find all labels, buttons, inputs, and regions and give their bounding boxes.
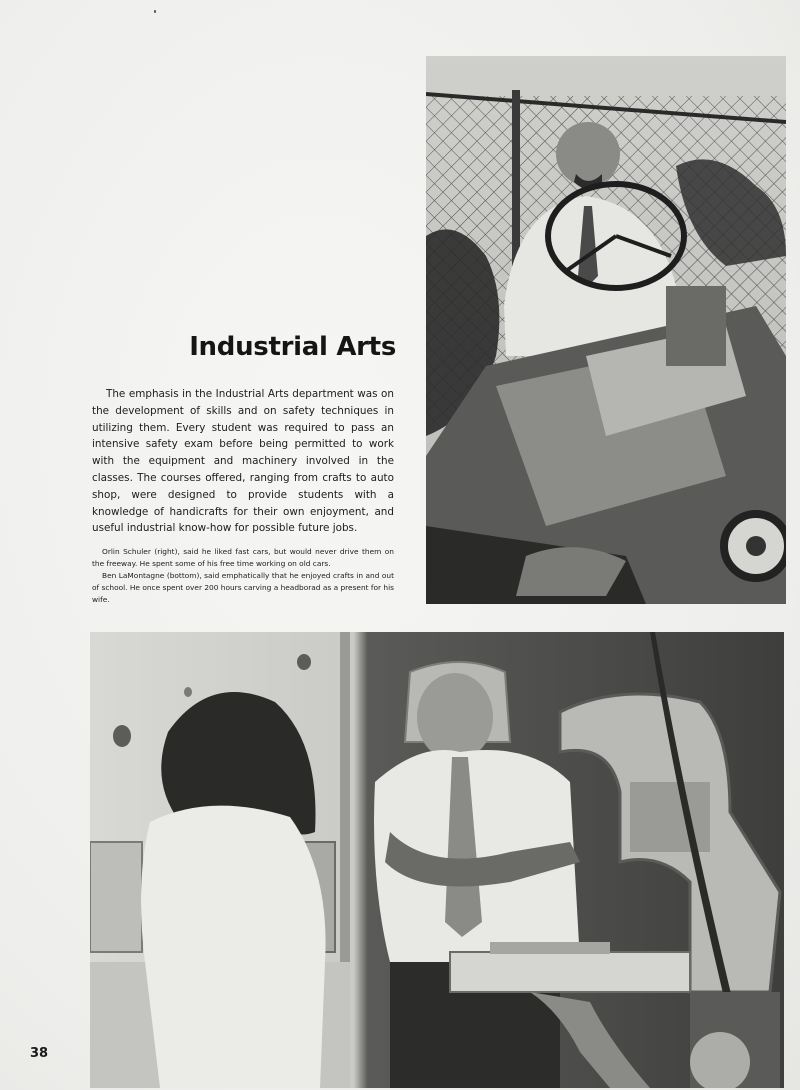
caption-top-photo: Orlin Schuler (right), said he liked fast cars, but would never drive them on the freeway. He spent some of his free time working on old cars. <box>92 547 394 568</box>
workshop-photo-graphic <box>90 632 784 1088</box>
tractor-photo-graphic <box>426 56 786 604</box>
page-number: 38 <box>30 1046 49 1061</box>
print-speck <box>154 10 156 13</box>
page-title: Industrial Arts <box>189 332 396 362</box>
photo-bandsaw-workshop <box>90 632 784 1088</box>
article-body: The emphasis in the Industrial Arts department was on the development of skills and on safety techniques in utilizing them. Every student was required to pass an intensive safety exam before being permitted to work with the equipment and machinery involved in the classes. The courses offered, ranging from crafts to auto shop, were designed to provide students with a knowledge of handicrafts for their own enjoyment, and useful industrial know-how for possible future jobs. <box>92 388 394 535</box>
photo-captions <box>92 546 394 606</box>
caption-bottom-photo: Ben LaMontagne (bottom), said emphatically that he enjoyed crafts in and out of school. He once spent over 200 hours carving a headborad as a present for his wife. <box>92 571 395 604</box>
photo-man-on-tractor <box>426 56 786 604</box>
